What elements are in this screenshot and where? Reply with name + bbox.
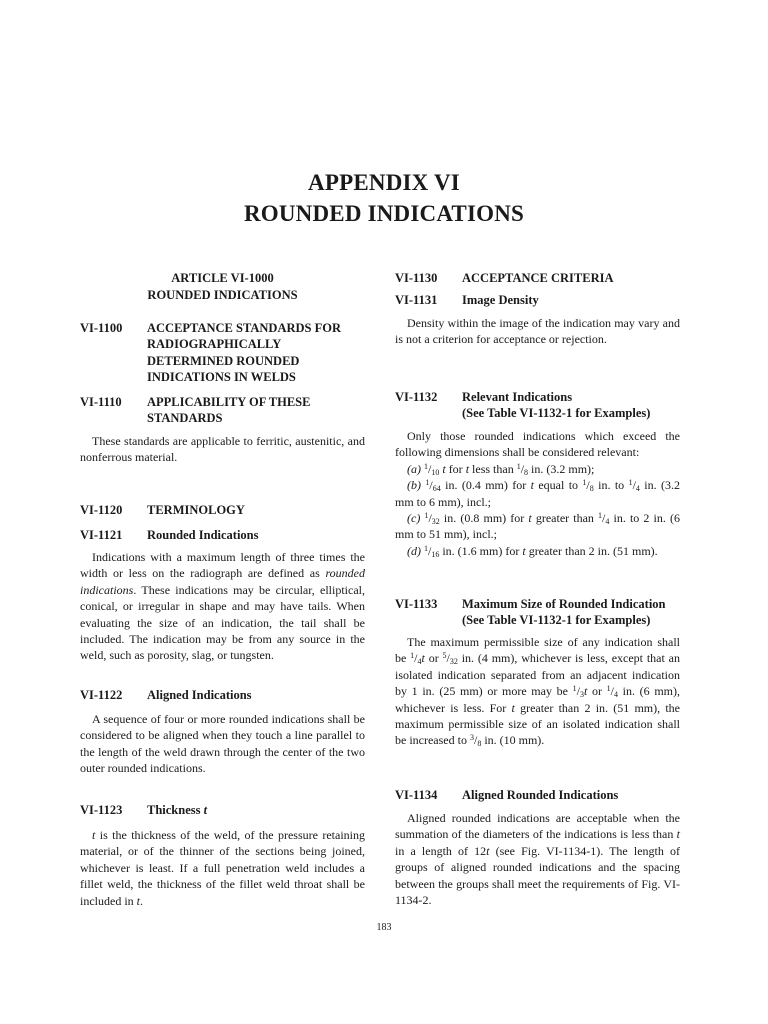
paragraph-vi-1121: Indications with a maximum length of three times the width or less on the radiograph are defined as rounded indications. These indications may be circular, elliptical, conical, or irregular in shape and may have tails. When evaluating the size of an indication, the tail shall be included. The indication may be from any source in the weld, such as porosity, slag, or tungsten.	[80, 550, 365, 663]
heading-vi-1121	[80, 527, 365, 543]
article-number: ARTICLE VI-1000	[171, 271, 274, 285]
paragraph-vi-1122: A sequence of four or more rounded indications shall be considered to be aligned when they touch a line parallel to the length of the weld drawn through the center of the two outer rounded indications.	[80, 712, 365, 776]
heading-vi-1120	[80, 502, 365, 518]
heading-number: VI-1121	[80, 528, 123, 542]
list-vi-1132	[395, 428, 680, 559]
heading-vi-1123	[80, 802, 365, 818]
heading-text: Maximum Size of Rounded Indication (See Table VI-1132-1 for Examples)	[462, 597, 666, 628]
list-item-d: (d) $^1/_{16}$ in. (1.6 mm) for t greater than 2 in. (51 mm).	[407, 543, 658, 559]
heading-number: VI-1131	[395, 293, 438, 307]
heading-number: VI-1132	[395, 390, 438, 404]
paragraph-vi-1123: t is the thickness of the weld, of the pressure retaining material, or of the thinner of the sections being joined, whichever is least. If a full penetration weld includes a fillet weld, the thickness of the fillet weld throat shall be included in t.	[80, 828, 365, 908]
heading-text: Rounded Indications	[147, 528, 259, 542]
heading-number: VI-1134	[395, 788, 438, 802]
list-item-a: (a) $^1/_{10}$ t for t less than $^1/_8$ in. (3.2 mm);	[407, 461, 595, 477]
heading-vi-1131	[395, 292, 680, 308]
heading-text: Relevant Indications (See Table VI-1132-1 for Examples)	[462, 390, 651, 421]
heading-number: VI-1122	[80, 688, 123, 702]
heading-vi-1110	[80, 394, 365, 427]
list-item-c: (c) $^1/_{32}$ in. (0.8 mm) for t greater than $^1/_4$ in. to 2 in. (6 mm to 51 mm), incl.;	[395, 511, 680, 542]
heading-number: VI-1110	[80, 395, 122, 409]
heading-text: Aligned Rounded Indications	[462, 788, 619, 802]
heading-number: VI-1130	[395, 271, 438, 285]
heading-text: ACCEPTANCE CRITERIA	[462, 271, 614, 285]
heading-number: VI-1120	[80, 503, 123, 517]
heading-text: ACCEPTANCE STANDARDS FOR RADIOGRAPHICALLY DETERMINED ROUNDED INDICATIONS IN WELDS	[147, 321, 341, 385]
paragraph-vi-1131: Density within the image of the indication may vary and is not a criterion for acceptance or rejection.	[395, 316, 680, 347]
article-title: ROUNDED INDICATIONS	[147, 288, 298, 302]
list-item-b: (b) $^1/_{64}$ in. (0.4 mm) for t equal to $^1/_8$ in. to $^1/_4$ in. (3.2 mm to 6 mm), incl.;	[395, 478, 681, 509]
paragraph-vi-1110: These standards are applicable to ferritic, austenitic, and nonferrous material.	[80, 434, 365, 465]
appendix-title: APPENDIX VI	[308, 170, 460, 195]
heading-number: VI-1100	[80, 321, 123, 335]
heading-vi-1133	[395, 596, 680, 629]
heading-number: VI-1133	[395, 597, 438, 611]
heading-vi-1122	[80, 687, 365, 703]
heading-vi-1132	[395, 389, 680, 422]
heading-vi-1100	[80, 320, 365, 386]
heading-vi-1134	[395, 787, 680, 803]
appendix-subtitle: ROUNDED INDICATIONS	[243, 201, 525, 226]
page-number: 183	[376, 922, 392, 933]
paragraph-vi-1133: The maximum permissible size of any indication shall be $^1/_4t$ or $^5/_{32}$ in. (4 mm), whichever is less, except that an isolated indication separated from an adjacent indication by 1 in. (25 mm) or more may be $^1/_3t$ or $^1/_4$ in. (6 mm), whichever is less. For t greater than 2 in. (51 mm), the maximum permissible size of an isolated indication shall be increased to $^3/_8$ in. (10 mm).	[395, 635, 681, 749]
heading-text: Image Density	[462, 293, 539, 307]
heading-text: APPLICABILITY OF THESE STANDARDS	[147, 395, 311, 426]
paragraph-vi-1134: Aligned rounded indications are acceptable when the summation of the diameters of the indications is less than t in a length of 12t (see Fig. VI-1134-1). The length of groups of aligned rounded indications and the spacing between the groups shall meet the requirements of Fig. VI-1134-2.	[395, 811, 680, 908]
heading-text: TERMINOLOGY	[147, 503, 245, 517]
heading-number: VI-1123	[80, 803, 123, 817]
heading-text: Thickness t	[147, 803, 208, 817]
paragraph-vi-1132: Only those rounded indications which exceed the following dimensions shall be considered relevant:	[395, 429, 680, 460]
heading-vi-1130	[395, 270, 680, 286]
heading-text: Aligned Indications	[147, 688, 252, 702]
